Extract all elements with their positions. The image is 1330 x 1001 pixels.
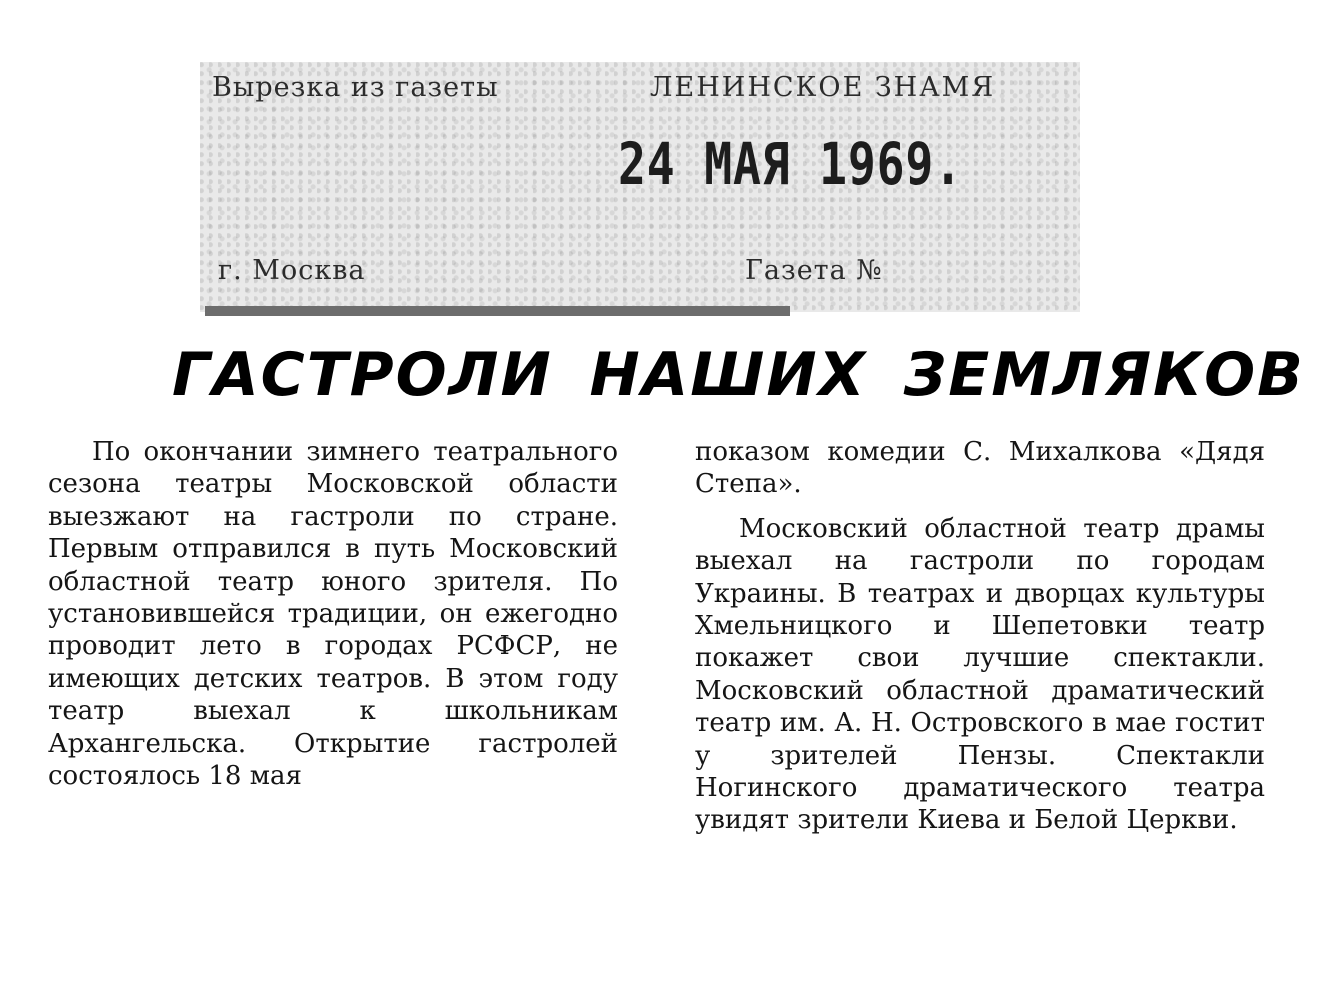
- article-paragraph: По окончании зимнего театрального сезона театры Московской области выезжают на гастроли по стране. Первым отправился в путь Московский областной театр юного зрителя. По установившейся традиции, он ежегодно проводит лето в городах РСФСР, не имеющих детских театров. В этом году театр выехал к школьникам Архангельска. Открытие гастролей состоялось 18 мая: [48, 437, 618, 792]
- article-left-column: [48, 436, 618, 792]
- stamp-clipping-label: Вырезка из газеты: [212, 72, 499, 103]
- stamp-newspaper-name: ЛЕНИНСКОЕ ЗНАМЯ: [650, 72, 996, 103]
- article-paragraph: показом комедии С. Михалкова «Дядя Степа».: [695, 437, 1265, 500]
- stamp-underline: [205, 306, 790, 316]
- article-right-column: [695, 436, 1265, 837]
- stamp-city: г. Москва: [218, 255, 366, 286]
- article-headline: ГАСТРОЛИ НАШИХ ЗЕМЛЯКОВ: [172, 340, 1305, 410]
- article-paragraph: Московский областной театр драмы выехал на гастроли по городам Украины. В театрах и дворцах культуры Хмельницкого и Шепетовки театр покажет свои лучшие спектакли. Московский областной драматический театр им. А. Н. Островского в мае гостит у зрителей Пензы. Спектакли Ногинского драматического театра увидят зрители Киева и Белой Церкви.: [695, 513, 1265, 836]
- stamp-date: 24 МАЯ 1969.: [618, 130, 963, 198]
- stamp-issue-number: Газета №: [745, 255, 883, 286]
